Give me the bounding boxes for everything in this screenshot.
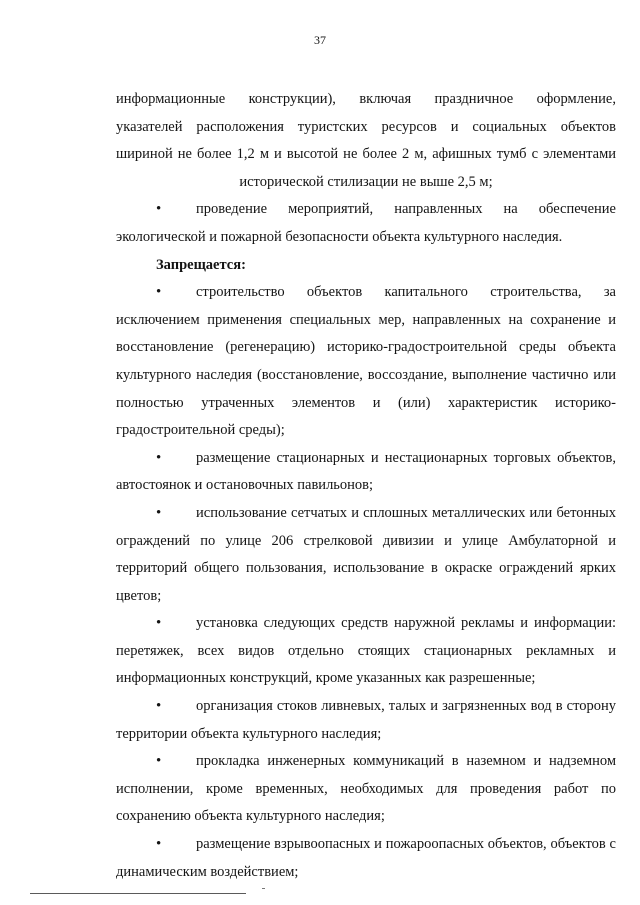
intro-line: информационные конструкции), включая праздничное оформление, [116,91,616,107]
list-item [116,693,616,748]
bullet-icon: • [156,201,162,218]
list-item-text: прокладка инженерных коммуникаций в наземном и надземном исполнении, кроме временных, необходимых для проведения работ по сохранению объекта культурного наследия; [116,753,616,825]
list-item-text: использование сетчатых и сплошных металлических или бетонных ограждений по улице 206 стрелковой дивизии и улице Амбулаторной и территорий общего пользования, использование в окраске ограждений ярких цветов; [116,504,616,604]
footer-mark [262,888,265,889]
bullet-icon: • [156,504,162,521]
section-heading: Запрещается: [156,256,246,273]
list-item [116,445,616,500]
intro-line: шириной не более 1,2 м и высотой не более 2 м, афишных тумб с элементами [116,146,616,163]
list-item-text: размещение стационарных и нестационарных торговых объектов, автостоянок и остановочных павильонов; [116,449,616,494]
list-item-events [116,196,616,251]
list-item-text: установка следующих средств наружной рекламы и информации: перетяжек, всех видов отдельно стоящих стационарных рекламных и информационных конструкций, кроме указанных как разрешенные; [116,615,616,687]
bullet-icon: • [156,698,162,715]
bullet-icon: • [156,836,162,853]
bullet-icon: • [156,615,162,632]
intro-line: указателей расположения туристских ресурсов и социальных объектов [116,118,616,135]
list-item [116,279,616,445]
document-body [116,86,616,886]
list-item-text: строительство объектов капитального строительства, за исключением применения специальных мер, направленных на сохранение и восстановление (регенерацию) историко-градостроительной среды объекта культурного наследия (восстановление, воссоздание, выполнение частично или полностью утраченных элементов и (или) характеристик историко-градостроительной среды); [116,284,616,439]
bullet-icon: • [156,753,162,770]
list-item-text: проведение мероприятий, направленных на обеспечение экологической и пожарной безопасности объекта культурного наследия. [116,201,616,245]
bullet-icon: • [156,449,162,466]
list-item [116,610,616,693]
list-item-text: организация стоков ливневых, талых и загрязненных вод в сторону территории объекта культурного наследия; [116,698,616,742]
list-item [116,748,616,831]
page-number: 37 [314,33,326,47]
list-item-text: размещение взрывоопасных и пожароопасных объектов, объектов с динамическим воздействием; [116,836,616,880]
bullet-icon: • [156,284,162,301]
footer-rule [30,893,246,894]
list-item [116,500,616,610]
intro-line: исторической стилизации не выше 2,5 м; [239,173,493,190]
list-item [116,831,616,886]
